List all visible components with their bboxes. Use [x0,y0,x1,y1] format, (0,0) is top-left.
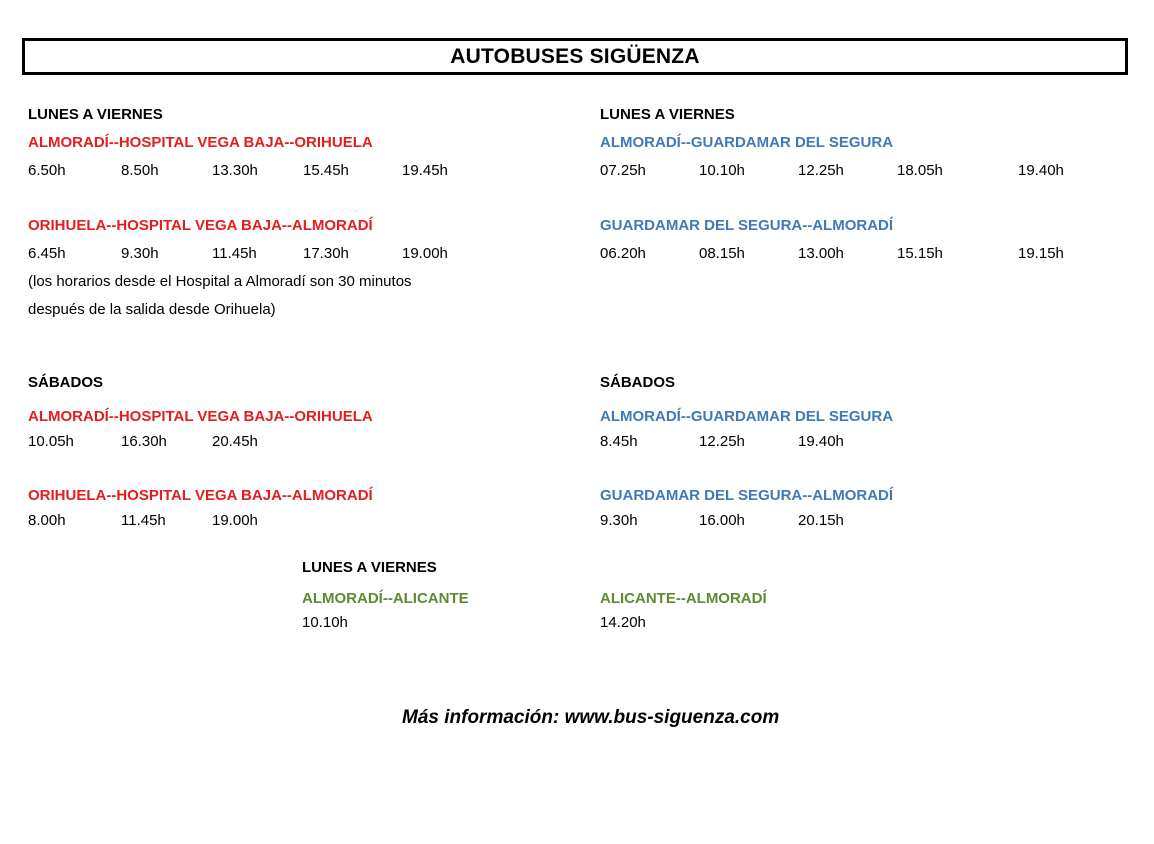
time-cell: 16.30h [121,433,167,450]
time-cell: 20.15h [798,512,844,529]
left-weekday-header: LUNES A VIERNES [28,106,163,123]
left-weekday-route1-name: ALMORADÍ--HOSPITAL VEGA BAJA--ORIHUELA [28,134,373,151]
time-cell: 12.25h [798,162,844,179]
time-cell: 19.15h [1018,245,1064,262]
schedule-note-line1: (los horarios desde el Hospital a Almoradí son 30 minutos [28,273,412,290]
alicante-route1-name: ALMORADÍ--ALICANTE [302,590,469,607]
time-cell: 12.25h [699,433,745,450]
time-cell: 20.45h [212,433,258,450]
right-weekday-header: LUNES A VIERNES [600,106,735,123]
title-box [22,38,1128,75]
time-cell: 08.15h [699,245,745,262]
alicante-header: LUNES A VIERNES [302,559,437,576]
time-cell: 6.45h [28,245,66,262]
time-cell: 14.20h [600,614,646,631]
time-cell: 16.00h [699,512,745,529]
time-cell: 11.45h [212,245,257,262]
time-cell: 07.25h [600,162,646,179]
alicante-route2-name: ALICANTE--ALMORADÍ [600,590,767,607]
time-cell: 15.45h [303,162,349,179]
time-cell: 13.30h [212,162,258,179]
time-cell: 19.00h [212,512,258,529]
time-cell: 15.15h [897,245,943,262]
time-cell: 18.05h [897,162,943,179]
time-cell: 9.30h [121,245,159,262]
right-weekday-route1-name: ALMORADÍ--GUARDAMAR DEL SEGURA [600,134,894,151]
right-saturday-route2-name: GUARDAMAR DEL SEGURA--ALMORADÍ [600,487,894,504]
left-saturday-header: SÁBADOS [28,374,104,391]
page-title: AUTOBUSES SIGÜENZA [450,44,700,68]
time-cell: 8.00h [28,512,66,529]
time-cell: 17.30h [303,245,349,262]
time-cell: 9.30h [600,512,638,529]
schedule-note-line2: después de la salida desde Orihuela) [28,301,276,318]
time-cell: 10.10h [699,162,745,179]
time-cell: 8.50h [121,162,159,179]
footer-more-info: Más información: www.bus-siguenza.com [402,707,780,728]
time-cell: 06.20h [600,245,646,262]
right-weekday-route2-name: GUARDAMAR DEL SEGURA--ALMORADÍ [600,217,894,234]
time-cell: 11.45h [121,512,166,529]
time-cell: 19.40h [1018,162,1064,179]
time-cell: 13.00h [798,245,844,262]
time-cell: 10.10h [302,614,348,631]
time-cell: 19.40h [798,433,844,450]
left-saturday-route2-name: ORIHUELA--HOSPITAL VEGA BAJA--ALMORADÍ [28,487,373,504]
right-saturday-route1-name: ALMORADÍ--GUARDAMAR DEL SEGURA [600,408,894,425]
time-cell: 10.05h [28,433,74,450]
right-saturday-header: SÁBADOS [600,374,676,391]
time-cell: 6.50h [28,162,66,179]
time-cell: 19.45h [402,162,448,179]
time-cell: 8.45h [600,433,638,450]
left-weekday-route2-name: ORIHUELA--HOSPITAL VEGA BAJA--ALMORADÍ [28,217,373,234]
left-saturday-route1-name: ALMORADÍ--HOSPITAL VEGA BAJA--ORIHUELA [28,408,373,425]
time-cell: 19.00h [402,245,448,262]
